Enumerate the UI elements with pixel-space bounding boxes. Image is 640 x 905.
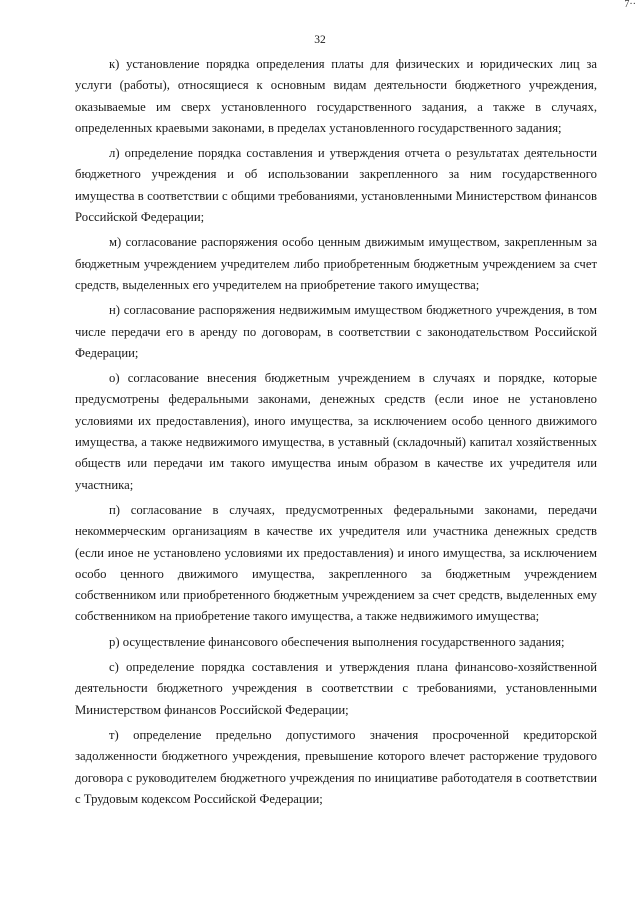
paragraph-r: р) осуществление финансового обеспечения выполнения государственного задания; — [109, 634, 565, 649]
paragraph-o: о) согласование внесения бюджетным учреждением в случаях и порядке, которые предусмотрены федеральными законами, денежных средств (если иное не установлено условиями их предоставления), иного имущества, за исключением особо ценного движимого имущества, а также недвижимого имущества, в уставный (складочный) капитал хозяйственных обществ или передачи им такого имущества иным образом в качестве их учредителя или участника; — [75, 371, 597, 492]
paragraph-l: л) определение порядка составления и утверждения отчета о результатах деятельности бюджетного учреждения и об использовании закрепленного за ним государственного имущества в соответствии с общими требованиями, установленными Министерством финансов Российской Федерации; — [75, 146, 597, 225]
paragraph-m: м) согласование распоряжения особо ценным движимым имуществом, закрепленным за бюджетным учреждением учредителем либо приобретенным бюджетным учреждением за счет средств, выделенных его учредителем на приобретение такого имущества; — [75, 235, 597, 292]
paragraph-t: т) определение предельно допустимого значения просроченной кредиторской задолженности бюджетного учреждения, превышение которого влечет расторжение трудового договора с руководителем бюджетного учреждения по инициативе работодателя в соответствии с Трудовым кодексом Российской Федерации; — [75, 727, 597, 806]
paragraph-s: с) определение порядка составления и утверждения плана финансово-хозяйственной деятельности бюджетного учреждения в соответствии с требованиями, установленными Министерством финансов Российской Федерации; — [75, 660, 597, 717]
paragraph-n: н) согласование распоряжения недвижимым имуществом бюджетного учреждения, в том числе передачи его в аренду по договорам, в соответствии с законодательством Российской Федерации; — [75, 303, 597, 360]
paragraph-k: к) установление порядка определения платы для физических и юридических лиц за услуги (работы), относящиеся к основным видам деятельности бюджетного учреждения, оказываемые им сверх установленного государственного задания, а также в случаях, определенных краевыми законами, в пределах установленного государственного задания; — [75, 57, 597, 135]
paragraph-p: п) согласование в случаях, предусмотренных федеральными законами, передачи некоммерческим организациям в качестве их учредителя или участника денежных средств (если иное не установлено условиями их предоставления) и иного имущества, за исключением особо ценного движимого имущества, закрепленного за бюджетным учреждением собственником или приобретенного бюджетным учреждением за счет средств, выделенных ему собственником на приобретение такого имущества, а также недвижимого имущества; — [75, 502, 597, 624]
corner-mark: 7·· — [624, 0, 636, 10]
page-number: 32 — [314, 34, 326, 46]
document-body — [75, 54, 597, 814]
